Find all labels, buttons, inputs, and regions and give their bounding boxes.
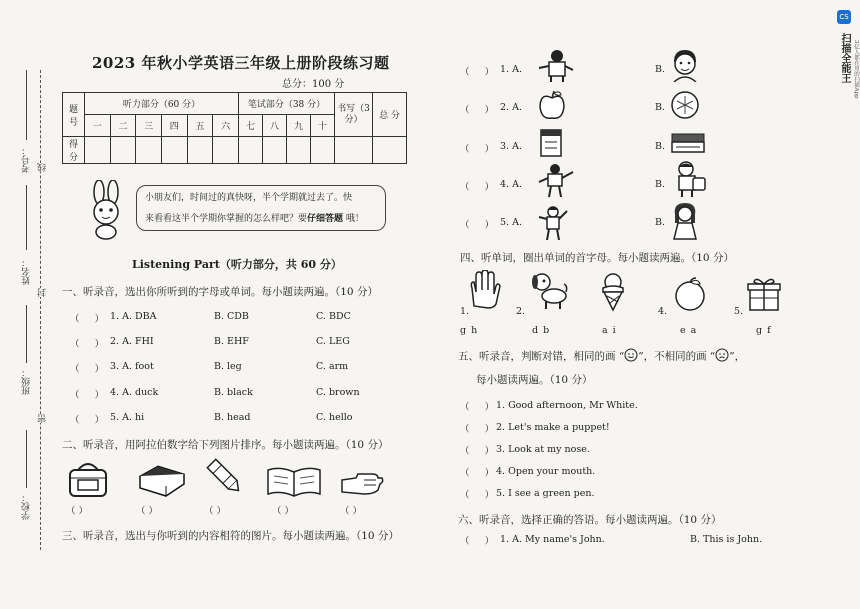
score-cell xyxy=(110,137,136,164)
order-blank-1[interactable]: （ ） xyxy=(66,506,89,517)
s1-q1-a: 1. A. DBA xyxy=(110,311,157,322)
s4-letters-5[interactable]: g f xyxy=(756,325,772,336)
section-5-title-a: 五、听录音，判断对错，相同的画 “ xyxy=(458,350,625,363)
score-cell xyxy=(213,137,239,164)
score-cell xyxy=(287,137,311,164)
col-4: 四 xyxy=(161,115,187,137)
s4-letters-3[interactable]: a i xyxy=(602,325,617,336)
s4-num-4: 4. xyxy=(658,306,668,317)
section-5-title-line2: 每小题读两遍。（10 分） xyxy=(476,374,593,386)
answer-blank[interactable]: （ ） xyxy=(460,468,495,479)
s5-q3: 3. Look at my nose. xyxy=(496,444,590,455)
s3-q4-a: 4. A. xyxy=(500,179,522,190)
binding-dashed-line xyxy=(40,70,41,550)
s4-letters-1[interactable]: g h xyxy=(460,325,479,336)
total-score: 总分：100 分 xyxy=(282,79,345,90)
col-8: 八 xyxy=(263,115,287,137)
s1-q5-c: C. hello xyxy=(316,412,353,423)
s4-letters-4[interactable]: e a xyxy=(680,325,698,336)
exam-title: 2023 年秋小学英语三年级上册阶段练习题 xyxy=(92,54,390,72)
answer-blank[interactable]: （ ） xyxy=(460,402,495,413)
girl-icon xyxy=(668,201,702,241)
score-cell xyxy=(373,137,407,164)
answer-blank[interactable]: （ ） xyxy=(460,67,495,78)
intro-line-2a: 来看看这半个学期你掌握的怎么样吧？要 xyxy=(145,214,308,224)
section-3-title: 三、听录音，选出与你听到的内容相符的图片。每小题读两遍。（10 分） xyxy=(62,530,399,542)
intro-line-1: 小朋友们，时间过的真快呀，半个学期就过去了。快 xyxy=(145,193,353,203)
ice-cream-icon xyxy=(598,272,628,312)
exam-number-label: 考号： xyxy=(22,146,32,173)
watermark-name: 扫描全能王 xyxy=(839,33,850,84)
order-blank-2[interactable]: （ ） xyxy=(136,506,159,517)
s1-q1-b: B. CDB xyxy=(214,311,249,322)
score-table xyxy=(62,92,407,164)
separator-line-label: 线 xyxy=(38,163,48,172)
class-blank xyxy=(26,305,27,363)
s1-q2-c: C. LEG xyxy=(316,336,350,347)
score-cell xyxy=(136,137,162,164)
section-5-title-c: ”， xyxy=(729,350,746,363)
student-name-blank xyxy=(26,185,27,250)
s3-q2-a: 2. A. xyxy=(500,102,522,113)
answer-blank[interactable]: （ ） xyxy=(460,490,495,501)
col-5: 五 xyxy=(187,115,213,137)
s3-q5-b: B. xyxy=(655,217,666,228)
s4-num-1: 1. xyxy=(460,306,470,317)
intro-line-2 xyxy=(145,209,377,230)
sad-face-icon xyxy=(715,348,729,365)
score-cell xyxy=(187,137,213,164)
watermark-subtitle: 3亿人都在用的扫描App xyxy=(853,40,859,99)
col-1: 一 xyxy=(85,115,111,137)
col-6: 六 xyxy=(213,115,239,137)
answer-blank[interactable]: （ ） xyxy=(70,415,105,426)
s1-q2-a: 2. A. FHI xyxy=(110,336,154,347)
col-9: 九 xyxy=(287,115,311,137)
exam-number-blank xyxy=(26,70,27,140)
row-label-score: 得分 xyxy=(63,137,85,164)
intro-line-2c: 哦！ xyxy=(343,214,364,224)
answer-blank[interactable]: （ ） xyxy=(460,446,495,457)
s1-q5-b: B. head xyxy=(214,412,251,423)
boy-pointing-icon xyxy=(535,162,575,198)
section-5-title xyxy=(458,348,745,365)
s5-q5: 5. I see a green pen. xyxy=(496,488,595,499)
answer-blank[interactable]: （ ） xyxy=(70,314,105,325)
smile-face-icon xyxy=(624,348,638,365)
s1-q4-c: C. brown xyxy=(316,387,360,398)
eraser-icon xyxy=(668,130,708,156)
person-sitting-icon xyxy=(535,48,575,82)
separator-secret-label: 密 xyxy=(38,414,48,423)
s1-q4-a: 4. A. duck xyxy=(110,387,159,398)
apple-icon xyxy=(537,90,567,122)
s4-num-2: 2. xyxy=(516,306,526,317)
bunny-icon xyxy=(82,180,132,240)
bag-icon xyxy=(64,458,112,498)
col-10: 十 xyxy=(311,115,335,137)
order-blank-3[interactable]: （ ） xyxy=(204,506,227,517)
s5-q2: 2. Let's make a puppet! xyxy=(496,422,610,433)
col-2: 二 xyxy=(110,115,136,137)
s1-q3-b: B. leg xyxy=(214,361,242,372)
s1-q3-a: 3. A. foot xyxy=(110,361,154,372)
hand-icon xyxy=(466,270,502,310)
s1-q2-b: B. EHF xyxy=(214,336,249,347)
notebook-icon xyxy=(537,128,565,158)
boy-with-bag-icon xyxy=(668,160,708,198)
s3-q1-b: B. xyxy=(655,64,666,75)
answer-blank[interactable]: （ ） xyxy=(460,182,495,193)
pencil-box-icon xyxy=(134,462,190,498)
intro-bubble xyxy=(136,185,386,231)
intro-emphasis: 仔细答题 xyxy=(307,214,344,224)
s1-q3-c: C. arm xyxy=(316,361,349,372)
answer-blank[interactable]: （ ） xyxy=(460,220,495,231)
school-label: 学校： xyxy=(22,493,32,520)
crayon-icon xyxy=(205,456,245,498)
child-waving-icon xyxy=(535,205,571,241)
total-header: 总 分 xyxy=(373,93,407,137)
book-icon xyxy=(266,466,322,498)
score-cell xyxy=(239,137,263,164)
written-header: 笔试部分（38 分） xyxy=(239,93,335,115)
listening-part-title: Listening Part（听力部分，共 60 分） xyxy=(132,258,342,271)
score-cell xyxy=(161,137,187,164)
order-blank-4[interactable]: （ ） xyxy=(272,506,295,517)
score-cell xyxy=(263,137,287,164)
col-3: 三 xyxy=(136,115,162,137)
s3-q3-a: 3. A. xyxy=(500,141,522,152)
answer-blank[interactable]: （ ） xyxy=(70,339,105,350)
section-5-title-b: ”，不相同的画 “ xyxy=(638,350,716,363)
answer-blank[interactable]: （ ） xyxy=(70,364,105,375)
order-blank-5[interactable]: （ ） xyxy=(340,506,363,517)
section-2-title: 二、听录音，用阿拉伯数字给下列图片排序。每小题读两遍。（10 分） xyxy=(62,439,389,451)
answer-blank[interactable]: （ ） xyxy=(460,105,495,116)
score-cell xyxy=(311,137,335,164)
s6-q1-b: B. This is John. xyxy=(690,534,763,545)
listening-header: 听力部分（60 分） xyxy=(85,93,239,115)
score-cell xyxy=(85,137,111,164)
answer-blank[interactable]: （ ） xyxy=(70,390,105,401)
s3-q5-a: 5. A. xyxy=(500,217,522,228)
student-name-label: 姓名： xyxy=(22,258,32,285)
s4-letters-2[interactable]: d b xyxy=(532,325,551,336)
orange-fruit-icon xyxy=(672,276,708,312)
s5-q4: 4. Open your mouth. xyxy=(496,466,596,477)
school-blank xyxy=(26,430,27,488)
hand-icon xyxy=(338,470,386,498)
s4-num-5: 5. xyxy=(734,306,744,317)
s6-q1-a: 1. A. My name's John. xyxy=(500,534,605,545)
answer-blank[interactable]: （ ） xyxy=(460,144,495,155)
answer-blank[interactable]: （ ） xyxy=(460,424,495,435)
s1-q4-b: B. black xyxy=(214,387,253,398)
s3-q3-b: B. xyxy=(655,141,666,152)
score-cell xyxy=(335,137,373,164)
section-1-title: 一、听录音，选出你所听到的字母或单词。每小题读两遍。（10 分） xyxy=(62,286,378,298)
s1-q1-c: C. BDC xyxy=(316,311,351,322)
gift-box-icon xyxy=(746,276,782,312)
s1-q5-a: 5. A. hi xyxy=(110,412,145,423)
s3-q2-b: B. xyxy=(655,102,666,113)
s3-q4-b: B. xyxy=(655,179,666,190)
col-7: 七 xyxy=(239,115,263,137)
s3-q1-a: 1. A. xyxy=(500,64,522,75)
boy-face-icon xyxy=(668,48,702,82)
separator-seal-label: 封 xyxy=(38,288,48,297)
s5-q1: 1. Good afternoon, Mr White. xyxy=(496,400,638,411)
section-4-title: 四、听单词，圈出单词的首字母。每小题读两遍。（10 分） xyxy=(460,252,734,264)
section-6-title: 六、听录音，选择正确的答语。每小题读两遍。（10 分） xyxy=(458,514,722,526)
camscanner-logo-icon: CS xyxy=(837,10,851,24)
orange-icon xyxy=(670,90,700,120)
class-label: 班级： xyxy=(22,368,32,395)
handwriting-header: 书写（3 分） xyxy=(335,93,373,137)
dog-icon xyxy=(528,272,568,310)
answer-blank[interactable]: （ ） xyxy=(460,536,495,547)
row-label-number: 题号 xyxy=(63,93,85,137)
